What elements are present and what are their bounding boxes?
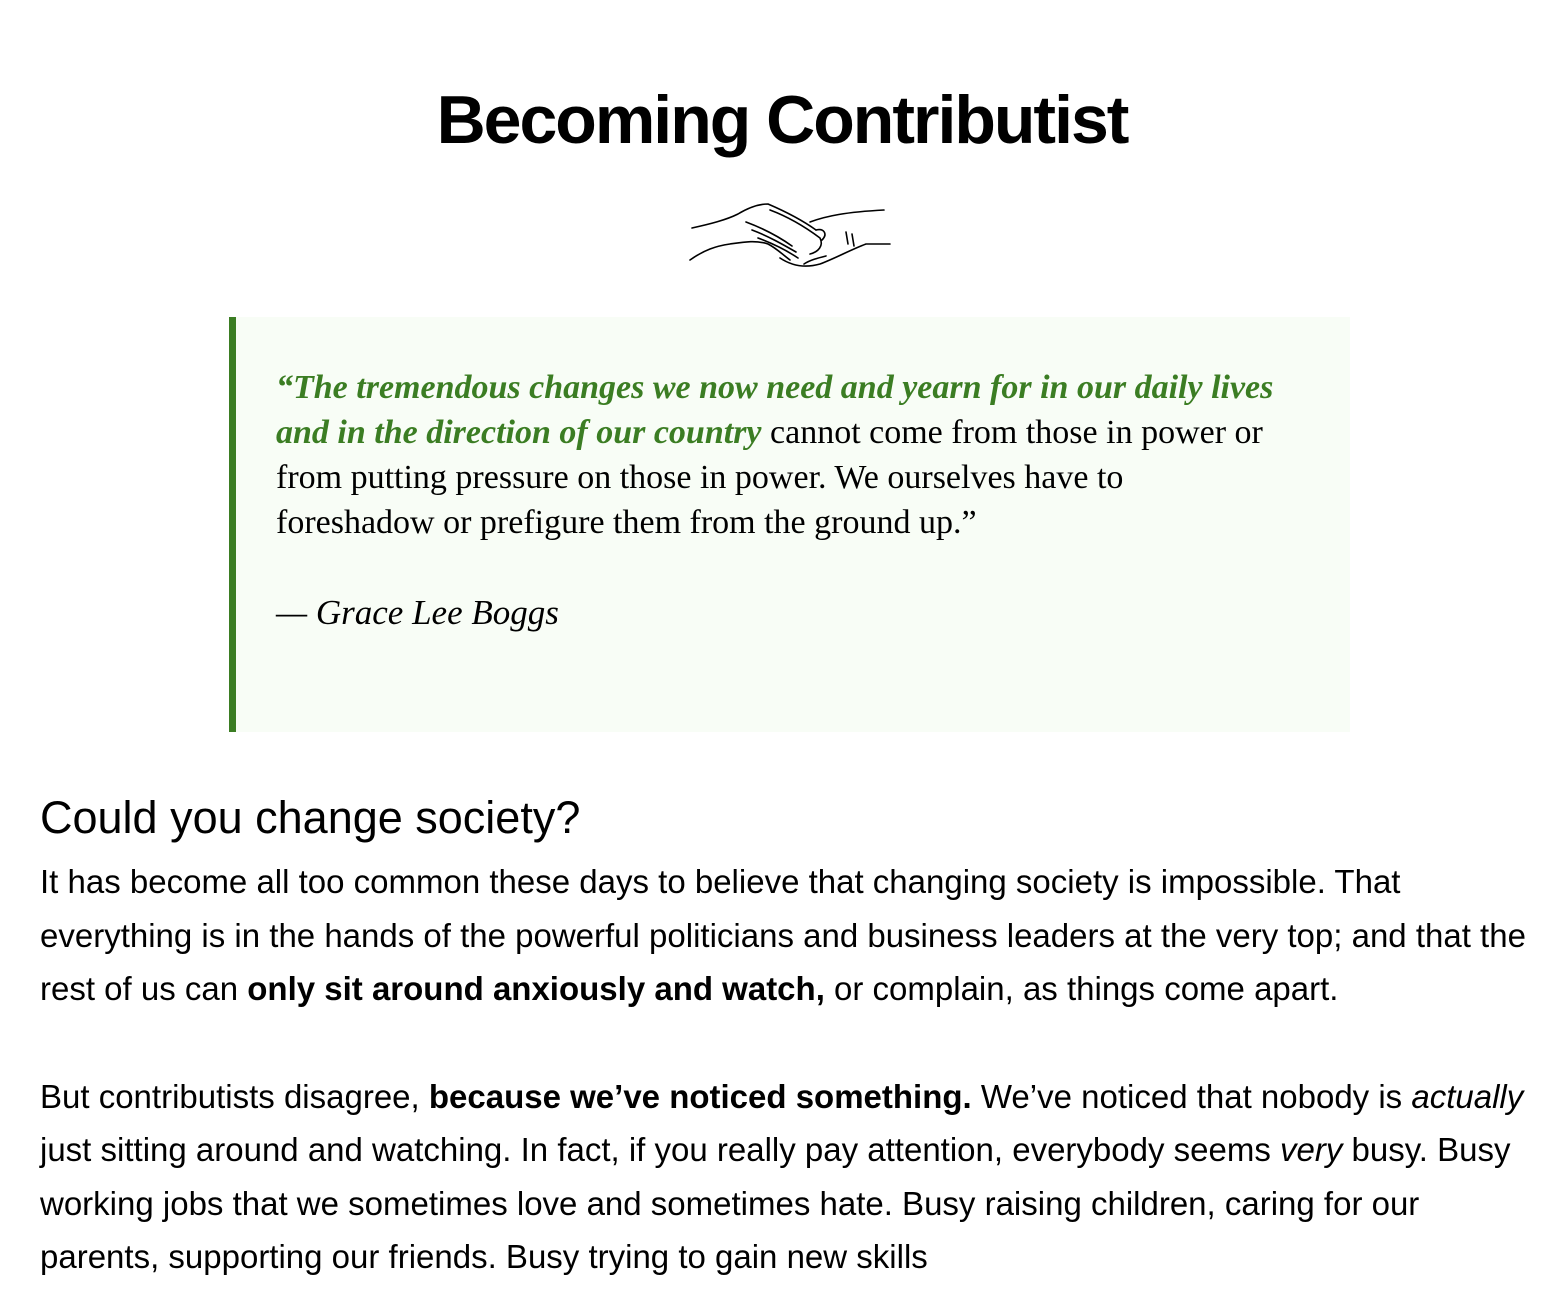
p2-italic-very: very [1280, 1131, 1343, 1168]
p2-text-e: just sitting around and watching. In fact, if you really pay attention, everybody seems [40, 1131, 1281, 1168]
quote-attribution: — Grace Lee Boggs [276, 593, 559, 632]
page-title: Becoming Contributist [436, 82, 1128, 158]
quote-rest: cannot come from those in power or from putting pressure on those in power. We ourselves have to foreshadow or prefigure them from the ground up.” [276, 414, 1263, 541]
p1-text-c: or complain, as things come apart. [824, 970, 1339, 1007]
p2-text-a: But contributists disagree, [40, 1077, 429, 1115]
quote-highlight: “The tremendous changes we now need and yearn for in our daily lives and in the direction of our country [276, 369, 1274, 451]
article-body [40, 855, 1540, 1304]
p2-emphasis: because we’ve noticed something. [428, 1077, 972, 1115]
quote-text [276, 365, 1290, 545]
p1-emphasis: only sit around anxiously and watch, [247, 970, 825, 1007]
p2-text-c: We’ve noticed that nobody is [971, 1077, 1412, 1115]
p1-text-a: It has become all too common these days to believe that changing society is impossible. That everything is in the hands of the powerful politicians and business leaders at the very top; and that the rest of us can [40, 863, 1526, 1007]
hands-reaching-icon [686, 194, 892, 270]
p2-text-g: busy. Busy working jobs that we sometimes love and sometimes hate. Busy raising children, caring for our parents, supporting our friends. Busy trying to gain new skills [40, 1131, 1511, 1275]
paragraph-1 [40, 855, 1540, 1016]
section-heading: Could you change society? [40, 792, 581, 843]
quote-block [229, 317, 1350, 732]
paragraph-2 [40, 1070, 1540, 1284]
p2-italic-actually: actually [1411, 1077, 1524, 1115]
